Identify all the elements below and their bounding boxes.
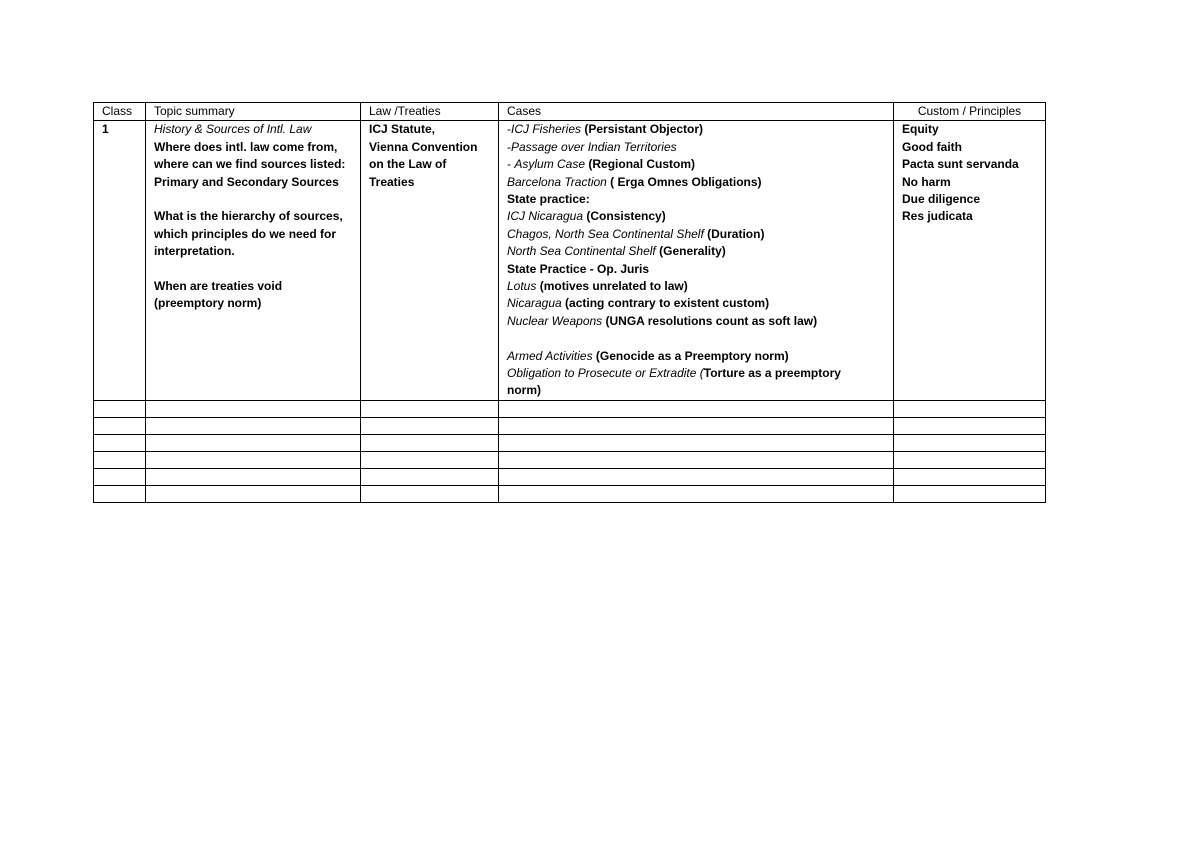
principle-item: Res judicata — [902, 209, 973, 224]
empty-cell — [361, 434, 499, 451]
topic-line: What is the hierarchy of sources, — [154, 209, 343, 224]
case-line: Chagos, North Sea Continental Shelf (Duration) — [507, 226, 765, 241]
case-line — [507, 330, 885, 347]
case-line: Nuclear Weapons (UNGA resolutions count as soft law) — [507, 313, 818, 328]
empty-cell — [94, 417, 146, 434]
empty-cell — [146, 468, 361, 485]
topic-cell — [146, 121, 361, 400]
empty-cell — [894, 434, 1046, 451]
topic-line: When are treaties void — [154, 279, 283, 294]
principle-item: No harm — [902, 174, 951, 189]
topic-line: History & Sources of Intl. Law — [154, 122, 312, 137]
empty-cell — [361, 451, 499, 468]
empty-cell — [361, 417, 499, 434]
header-law: Law /Treaties — [361, 103, 499, 121]
topic-line — [154, 191, 352, 208]
empty-table-row — [94, 451, 1046, 468]
principle-item: Due diligence — [902, 192, 981, 207]
law-line: ICJ Statute, — [369, 122, 436, 137]
class-number: 1 — [102, 122, 109, 137]
case-line: Armed Activities (Genocide as a Preemptory norm) — [507, 348, 789, 363]
case-line: State Practice - Op. Juris — [507, 261, 650, 276]
empty-cell — [146, 451, 361, 468]
empty-cell — [499, 485, 894, 502]
case-line: Obligation to Prosecute or Extradite (Torture as a preemptory — [507, 366, 841, 381]
empty-cell — [94, 485, 146, 502]
case-line: -Passage over Indian Territories — [507, 139, 677, 154]
case-line: State practice: — [507, 192, 590, 207]
empty-table-row — [94, 417, 1046, 434]
empty-cell — [146, 400, 361, 417]
topic-line: (preemptory norm) — [154, 296, 262, 311]
empty-cell — [361, 485, 499, 502]
case-line: norm) — [507, 383, 541, 398]
empty-cell — [94, 468, 146, 485]
header-cases: Cases — [499, 103, 894, 121]
empty-cell — [499, 400, 894, 417]
empty-cell — [894, 417, 1046, 434]
empty-cell — [499, 468, 894, 485]
empty-table-row — [94, 468, 1046, 485]
header-custom: Custom / Principles — [894, 103, 1046, 121]
empty-cell — [94, 400, 146, 417]
empty-table-row — [94, 400, 1046, 417]
case-line: Lotus (motives unrelated to law) — [507, 279, 688, 294]
empty-cell — [894, 485, 1046, 502]
empty-cell — [894, 451, 1046, 468]
case-line: - Asylum Case (Regional Custom) — [507, 157, 696, 172]
empty-cell — [894, 468, 1046, 485]
custom-cell — [894, 121, 1046, 400]
course-table — [93, 102, 1046, 503]
case-line: Barcelona Traction ( Erga Omnes Obligations) — [507, 174, 762, 189]
case-line: ICJ Nicaragua (Consistency) — [507, 209, 666, 224]
topic-line: interpretation. — [154, 244, 235, 259]
principle-item: Good faith — [902, 139, 962, 154]
empty-cell — [499, 451, 894, 468]
law-cell — [361, 121, 499, 400]
law-line: on the Law of — [369, 157, 447, 172]
empty-cell — [146, 485, 361, 502]
header-topic: Topic summary — [146, 103, 361, 121]
topic-line: where can we find sources listed: — [154, 157, 346, 172]
principle-item: Equity — [902, 122, 939, 137]
case-line: Nicaragua (acting contrary to existent custom) — [507, 296, 770, 311]
header-class: Class — [94, 103, 146, 121]
empty-cell — [94, 434, 146, 451]
empty-cell — [146, 417, 361, 434]
law-line: Vienna Convention — [369, 139, 478, 154]
empty-cell — [499, 434, 894, 451]
empty-table-row — [94, 434, 1046, 451]
case-line: -ICJ Fisheries (Persistant Objector) — [507, 122, 704, 137]
law-line: Treaties — [369, 174, 415, 189]
topic-line: Primary and Secondary Sources — [154, 174, 339, 189]
case-line: North Sea Continental Shelf (Generality) — [507, 244, 726, 259]
empty-table-row — [94, 485, 1046, 502]
topic-line: which principles do we need for — [154, 226, 337, 241]
principle-item: Pacta sunt servanda — [902, 157, 1019, 172]
header-row — [94, 103, 1046, 121]
class-cell — [94, 121, 146, 400]
empty-cell — [361, 468, 499, 485]
empty-cell — [894, 400, 1046, 417]
empty-cell — [361, 400, 499, 417]
table-row — [94, 121, 1046, 400]
empty-cell — [499, 417, 894, 434]
topic-line — [154, 261, 352, 278]
topic-line: Where does intl. law come from, — [154, 139, 338, 154]
empty-cell — [146, 434, 361, 451]
cases-cell — [499, 121, 894, 400]
empty-cell — [94, 451, 146, 468]
